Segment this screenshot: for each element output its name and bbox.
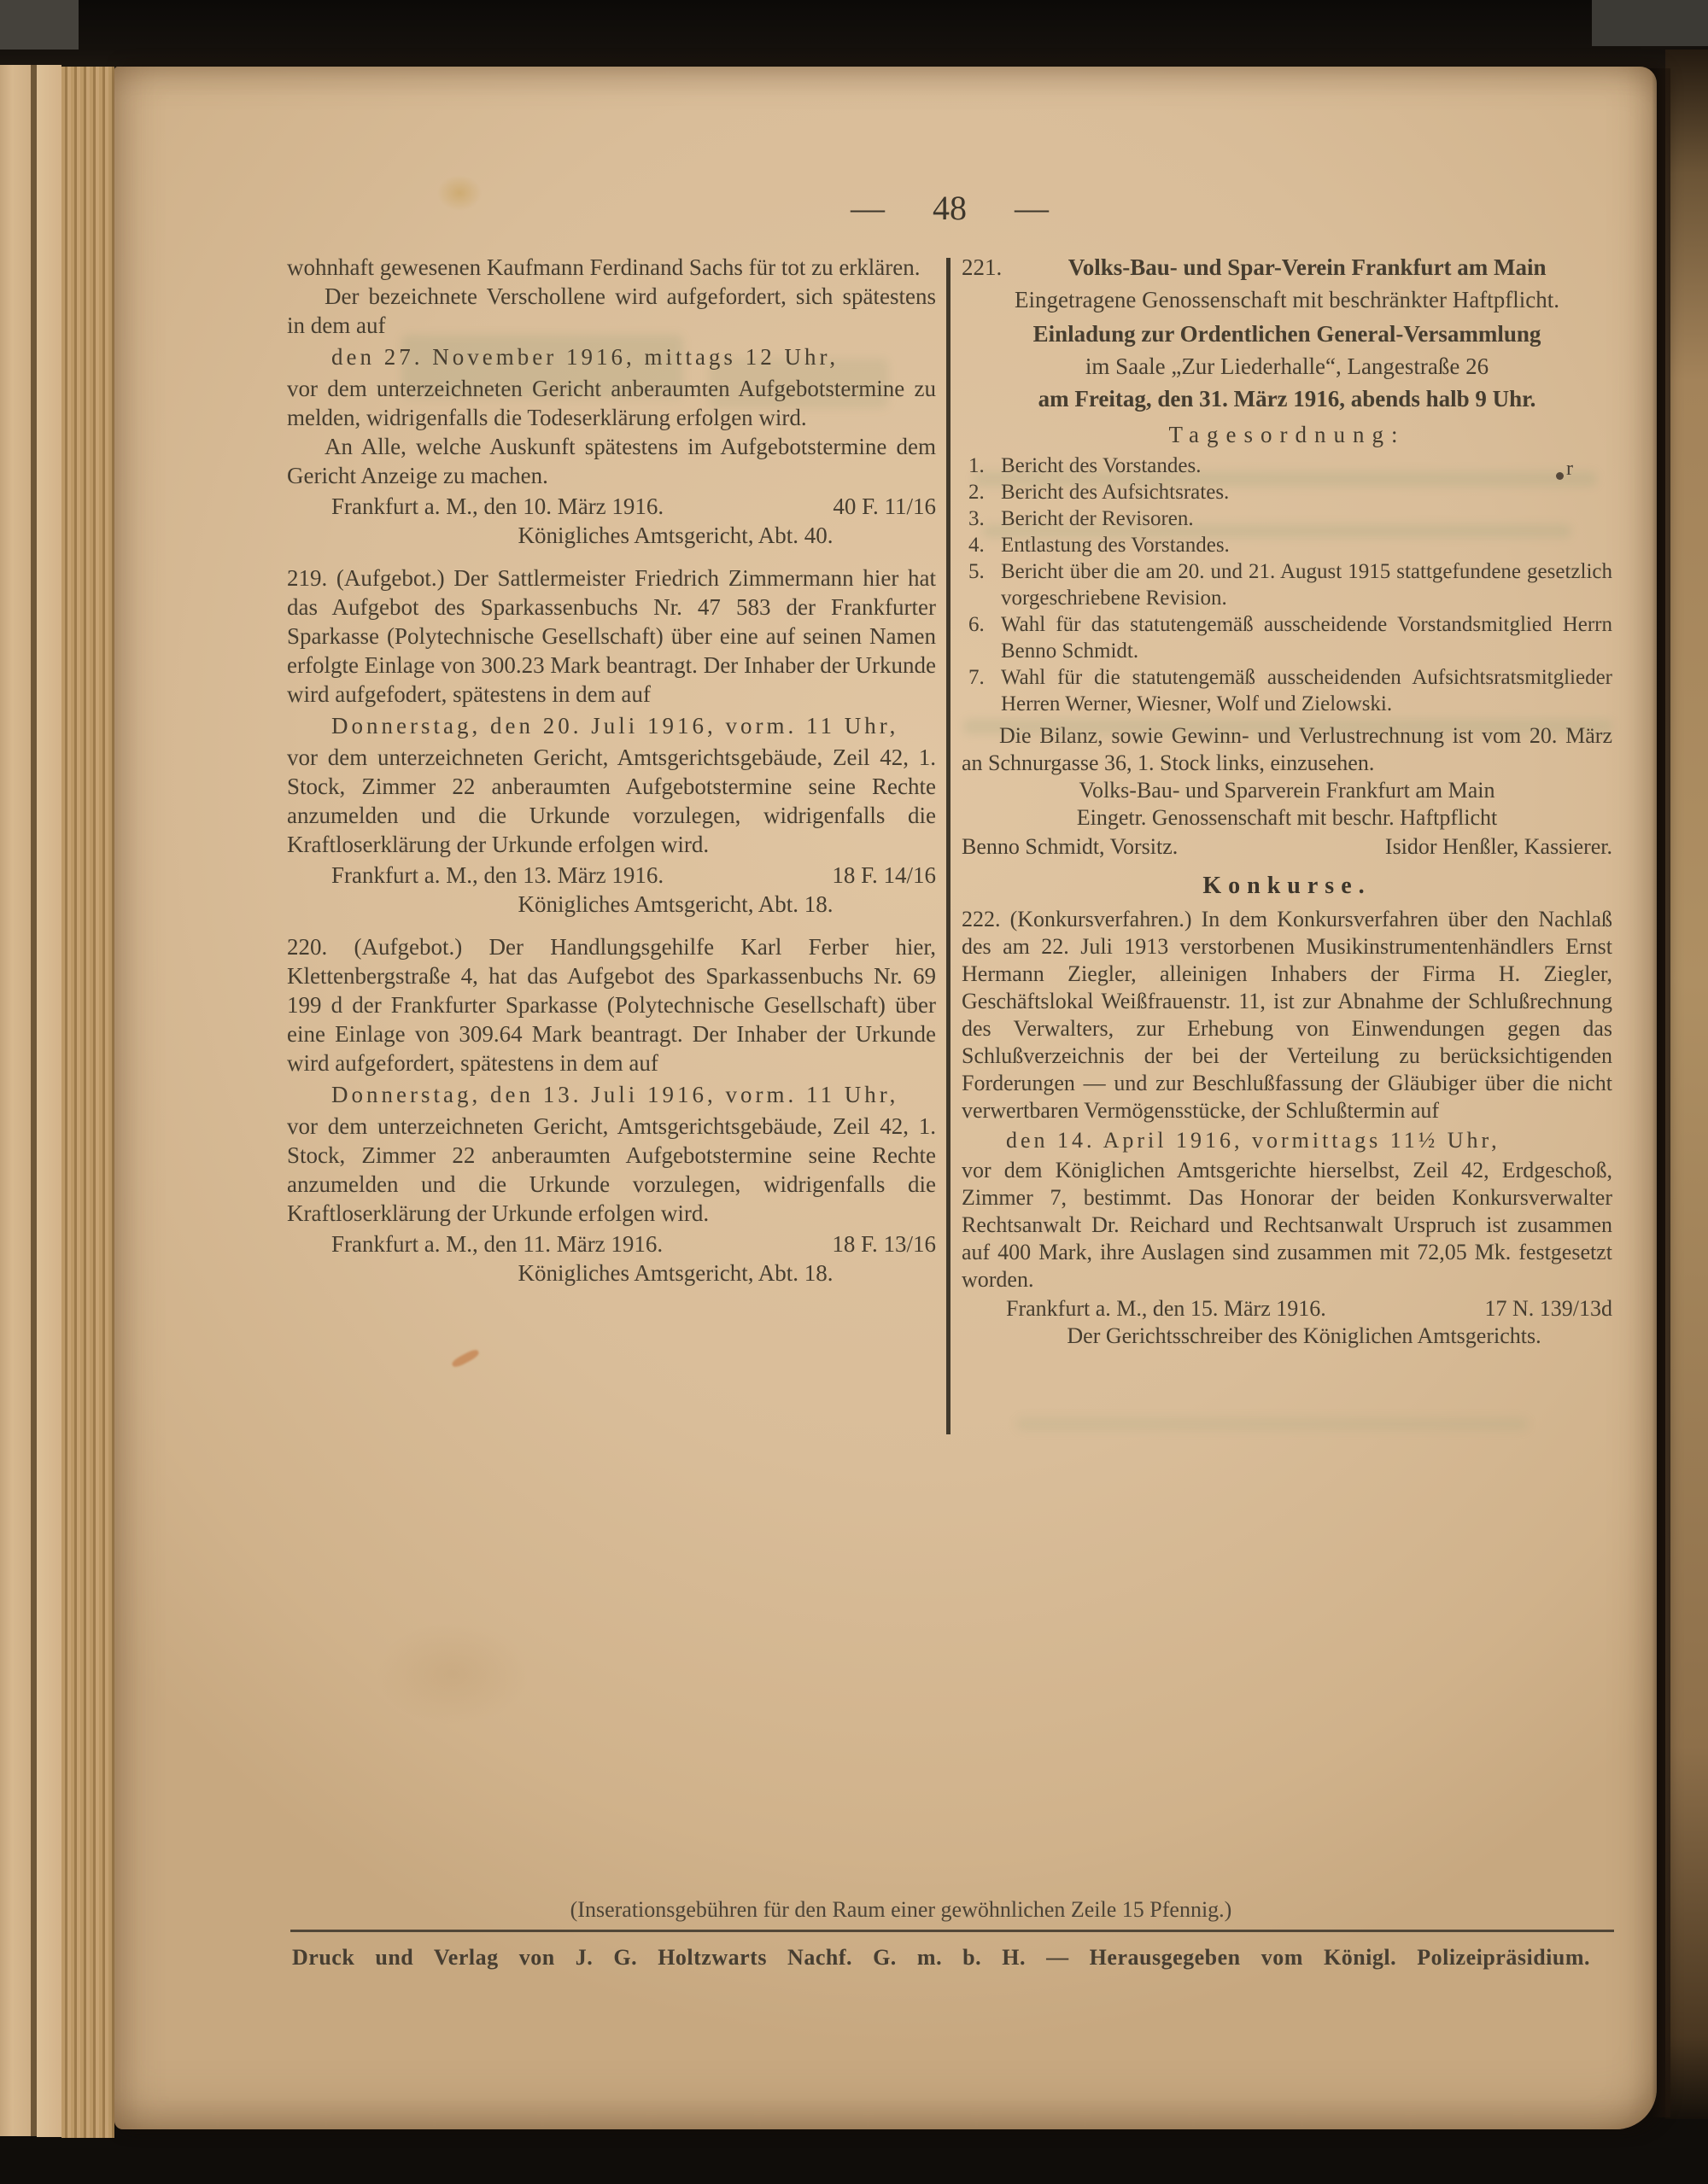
agenda-item-3-number: 3.	[968, 507, 985, 530]
notice-222	[962, 906, 1612, 1350]
footer-imprint: Druck und Verlag von J. G. Holtzwarts Nachf. G. m. b. H. — Herausgegeben vom Königl. Polizeipräsidium.	[292, 1945, 1590, 1970]
notice-219-place-date-line	[287, 861, 936, 890]
agenda-item-2	[962, 479, 1612, 505]
agenda-item-4-number: 4.	[968, 534, 985, 557]
footer-fee-note: (Inserationsgebühren für den Raum einer gewöhnlichen Zeile 15 Pfennig.)	[570, 1897, 1232, 1922]
notice-220-hearing-date: Donnerstag, den 13. Juli 1916, vorm. 11 Uhr,	[331, 1082, 899, 1107]
notice-219-hearing-date: Donnerstag, den 20. Juli 1916, vorm. 11 Uhr,	[331, 713, 899, 739]
notice-220-body: 220. (Aufgebot.) Der Handlungsgehilfe Karl Ferber hier, Klettenbergstraße 4, hat das Aufgebot des Sparkassenbuchs Nr. 69 199 d der Frankfurter Sparkasse (Polytechnische Gesellschaft) über eine Einlage von 309.64 Mark beantragt. Der Inhaber der Urkunde wird aufgefordert, spätestens in dem auf	[287, 934, 936, 1076]
agenda-item-6	[962, 611, 1612, 664]
left-column	[287, 253, 936, 1288]
scanner-background-top	[0, 0, 1708, 68]
agenda-item-1-number: 1.	[968, 454, 985, 477]
intro-paragraph-3: vor dem unterzeichneten Gericht anberaumten Aufgebotstermine zu melden, widrigenfalls die Todeserklärung erfolgen wird.	[287, 376, 936, 430]
treasurer-signature: Isidor Henßler, Kassierer.	[1384, 834, 1612, 859]
agenda-item-5	[962, 558, 1612, 611]
notice-219-file-reference: 18 F. 14/16	[832, 862, 936, 888]
agenda-item-7-number: 7.	[968, 666, 985, 689]
notice-220-court-signature: Königliches Amtsgericht, Abt. 18.	[518, 1260, 834, 1286]
agenda-item-3-text: Bericht der Revisoren.	[1001, 507, 1194, 530]
intro-file-reference: 40 F. 11/16	[833, 493, 936, 519]
agenda-item-7	[962, 664, 1612, 717]
notice-221-venue: im Saale „Zur Liederhalle“, Langestraße 26	[1085, 353, 1489, 379]
notice-222-body2: vor dem Königlichen Amtsgerichte hierselbst, Zeil 42, Erdgeschoß, Zimmer 7, bestimmt. Das Honorar der beiden Konkursverwalter Rechtsanwalt Dr. Reichard und Rechtsanwalt Urspruch ist zusammen auf 400 Mark, ihre Auslagen sind zusammen mit 72,05 Mk. festgesetzt worden.	[962, 1158, 1612, 1292]
agenda-heading: Tagesordnung:	[1168, 422, 1406, 447]
header-dash-left: —	[851, 189, 885, 227]
notice-219-court-signature: Königliches Amtsgericht, Abt. 18.	[518, 891, 834, 917]
notice-219	[287, 564, 936, 919]
agenda-item-1	[962, 453, 1612, 479]
intro-notice	[287, 253, 936, 550]
agenda-list	[962, 453, 1612, 717]
agenda-item-4-text: Entlastung des Vorstandes.	[1001, 534, 1230, 557]
organisation-legal-form: Eingetr. Genossenschaft mit beschr. Haftpflicht	[1076, 805, 1498, 830]
notice-220-file-reference: 18 F. 13/16	[832, 1231, 936, 1257]
intro-court-signature: Königliches Amtsgericht, Abt. 40.	[518, 523, 834, 548]
officer-signature-row	[962, 832, 1612, 861]
notice-221-invitation: Einladung zur Ordentlichen General-Versammlung	[1032, 321, 1541, 347]
column-divider-rule	[946, 258, 951, 1434]
page-number-header	[287, 188, 1612, 228]
intro-place-date: Frankfurt a. M., den 10. März 1916.	[331, 493, 664, 519]
notice-221-title: Volks-Bau- und Spar-Verein Frankfurt am Main	[1068, 254, 1547, 280]
agenda-item-6-number: 6.	[968, 613, 985, 636]
notice-221-datetime: am Freitag, den 31. März 1916, abends halb 9 Uhr.	[1038, 386, 1536, 412]
stray-ink-letter: r	[1566, 458, 1573, 480]
intro-hearing-date: den 27. November 1916, mittags 12 Uhr,	[331, 344, 839, 370]
scanner-corner-patch-right	[1592, 0, 1708, 46]
konkurse-section-heading: Konkurse.	[1202, 873, 1372, 899]
intro-paragraph-2: Der bezeichnete Verschollene wird aufgefordert, sich spätestens in dem auf	[287, 283, 936, 338]
page-gutter-shadow	[1652, 68, 1670, 2117]
book-deckle-edge	[61, 67, 114, 2138]
notice-222-hearing-date: den 14. April 1916, vormittags 11½ Uhr,	[1006, 1128, 1500, 1153]
intro-paragraph-4: An Alle, welche Auskunft spätestens im Aufgebotstermine dem Gericht Anzeige zu machen.	[287, 434, 936, 488]
book-page-stack-edge	[0, 65, 31, 2136]
notice-220-body2: vor dem unterzeichneten Gericht, Amtsgerichtsgebäude, Zeil 42, 1. Stock, Zimmer 22 anberaumten Aufgebotstermine seine Rechte anzumelden und die Urkunde vorzulegen, widrigenfalls die Kraftloserklärung der Urkunde erfolgen wird.	[287, 1113, 936, 1226]
notice-222-place-date-line	[962, 1295, 1612, 1323]
agenda-item-4	[962, 532, 1612, 558]
footer-rule	[290, 1930, 1614, 1932]
notice-221-subtitle: Eingetragene Genossenschaft mit beschränkter Haftpflicht.	[1014, 287, 1559, 312]
notice-220-place-date-line	[287, 1229, 936, 1258]
balance-inspection-note: Die Bilanz, sowie Gewinn- und Verlustrechnung ist vom 20. März an Schnurgasse 36, 1. Stock links, einzusehen.	[962, 723, 1612, 775]
intro-place-date-line	[287, 492, 936, 521]
agenda-item-1-text: Bericht des Vorstandes.	[1001, 454, 1202, 477]
agenda-item-2-text: Bericht des Aufsichtsrates.	[1001, 481, 1230, 504]
notice-222-clerk-signature: Der Gerichtsschreiber des Königlichen Amtsgerichts.	[1067, 1323, 1541, 1348]
chairman-signature: Benno Schmidt, Vorsitz.	[962, 834, 1179, 859]
page-number: 48	[933, 189, 967, 227]
notice-219-body2: vor dem unterzeichneten Gericht, Amtsgerichtsgebäude, Zeil 42, 1. Stock, Zimmer 22 anberaumten Aufgebotstermine seine Rechte anzumelden und die Urkunde vorzulegen, widrigenfalls die Kraftloserklärung der Urkunde erfolgen wird.	[287, 745, 936, 857]
header-dash-right: —	[1015, 189, 1049, 227]
notice-222-file-reference: 17 N. 139/13d	[1484, 1296, 1612, 1321]
agenda-item-5-number: 5.	[968, 560, 985, 583]
notice-221-title-line	[962, 253, 1612, 282]
organisation-name: Volks-Bau- und Sparverein Frankfurt am Main	[1079, 778, 1495, 803]
agenda-item-5-text: Bericht über die am 20. und 21. August 1915 stattgefundene gesetzlich vorgeschriebene Revision.	[1001, 560, 1612, 610]
agenda-item-2-number: 2.	[968, 481, 985, 504]
right-column	[962, 253, 1612, 1350]
book-page-stack-divider	[31, 65, 37, 2136]
notice-219-body: 219. (Aufgebot.) Der Sattlermeister Friedrich Zimmermann hier hat das Aufgebot des Sparkassenbuchs Nr. 47 583 der Frankfurter Sparkasse (Polytechnische Gesellschaft) über eine auf seinen Namen erfolgte Einlage von 300.23 Mark beantragt. Der Inhaber der Urkunde wird aufgefodert, spätestens in dem auf	[287, 565, 936, 707]
intro-paragraph-1: wohnhaft gewesenen Kaufmann Ferdinand Sachs für tot zu erklären.	[287, 254, 921, 280]
agenda-item-3	[962, 505, 1612, 532]
notice-220	[287, 932, 936, 1288]
scanner-corner-patch-left	[0, 0, 79, 50]
adjacent-page-edge	[1665, 50, 1708, 2119]
notice-220-place-date: Frankfurt a. M., den 11. März 1916.	[331, 1231, 664, 1257]
notice-219-place-date: Frankfurt a. M., den 13. März 1916.	[331, 862, 664, 888]
agenda-item-7-text: Wahl für die statutengemäß ausscheidenden Aufsichtsratsmitglieder Herren Werner, Wiesner, Wolf und Zielowski.	[1001, 666, 1612, 715]
notice-221	[962, 253, 1612, 861]
agenda-item-6-text: Wahl für das statutengemäß ausscheidende Vorstandsmitglied Herrn Benno Schmidt.	[1001, 613, 1612, 663]
notice-222-place-date: Frankfurt a. M., den 15. März 1916.	[1006, 1296, 1326, 1321]
notice-221-number: 221.	[962, 254, 1003, 280]
notice-222-body: 222. (Konkursverfahren.) In dem Konkursverfahren über den Nachlaß des am 22. Juli 1913 verstorbenen Musikinstrumentenhändlers Ernst Hermann Ziegler, alleinigen Inhabers der Firma H. Ziegler, Geschäftslokal Weißfrauenstr. 11, ist zur Abnahme der Schlußrechnung des Verwalters, zur Erhebung von Einwendungen gegen das Schlußverzeichnis der bei der Verteilung zu berücksichtigenden Forderungen — und zur Beschlußfassung der Gläubiger über die nicht verwertbaren Vermögensstücke, der Schlußtermin auf	[962, 907, 1612, 1123]
book-page-stack-edge-2	[37, 65, 61, 2137]
